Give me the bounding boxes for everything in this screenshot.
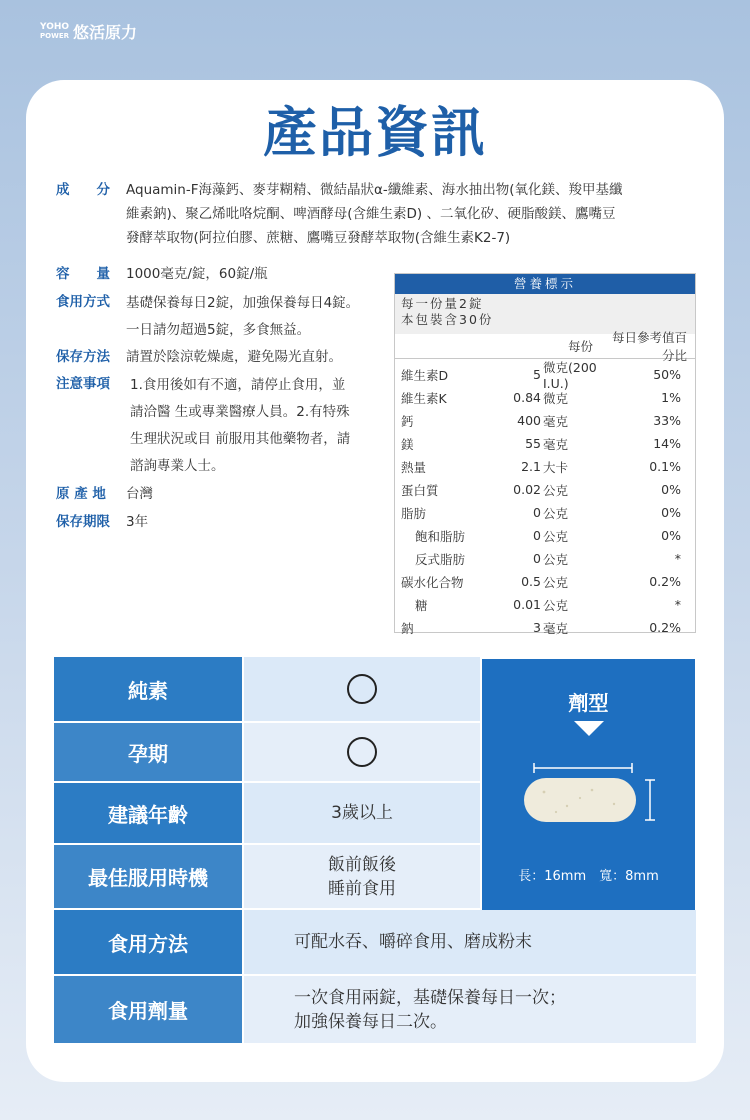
dosage-line: 加強保養每日二次。 (294, 1011, 447, 1032)
table-row (54, 976, 696, 1043)
nutrient-unit: 公克 (543, 482, 569, 498)
nutrient-amount: 0 (533, 551, 541, 566)
dosage-label: 食用劑量 (54, 976, 242, 1043)
nutrient-name: 熱量 (401, 459, 427, 475)
tablet-shape-label: 劑型 (568, 691, 609, 715)
caution-label: 注意事項 (56, 376, 110, 392)
nutrient-unit: 毫克 (543, 436, 569, 452)
brand-logo (40, 23, 69, 41)
shelf-life-label: 保存期限 (56, 514, 110, 530)
nutrient-amount: 0.5 (521, 574, 541, 589)
table-row (395, 570, 695, 593)
nutrient-unit: 大卡 (543, 459, 569, 475)
table-row (395, 616, 695, 639)
brand-logo-top: YOHO (40, 21, 70, 32)
nutrient-amount: 5 (533, 367, 541, 382)
pregnancy-cell (244, 723, 480, 781)
servings-per-pack: 本包裝含30份 (401, 312, 494, 327)
nutrient-daily-value: 0.2% (649, 620, 681, 635)
timing-line: 飯前飯後 (328, 854, 396, 875)
nutrient-name: 糖 (415, 597, 428, 613)
nutrient-amount: 3 (533, 620, 541, 635)
usage-label: 食用方式 (56, 294, 110, 310)
vegan-cell (244, 657, 480, 721)
nutrient-amount: 55 (525, 436, 541, 451)
nutrient-amount: 400 (517, 413, 541, 428)
table-row (395, 593, 695, 616)
nutrient-daily-value: * (674, 551, 681, 566)
brand-name: 悠活原力 (73, 23, 138, 42)
nutrient-daily-value: 50% (653, 367, 681, 382)
caution-line: 1.食用後如有不適，請停止食用，並 (130, 377, 346, 393)
table-row (395, 524, 695, 547)
age-value: 3歲以上 (244, 783, 480, 843)
nutrient-unit: 公克 (543, 505, 569, 521)
nutrient-name: 維生素D (401, 367, 449, 383)
pregnancy-label: 孕期 (54, 723, 242, 781)
nutrient-amount: 0.84 (513, 390, 541, 405)
dosage-value (244, 976, 696, 1043)
nutrient-daily-value: 33% (653, 413, 681, 428)
page-title: 產品資訊 (263, 101, 487, 164)
nutrient-daily-value: 0.1% (649, 459, 681, 474)
nutrient-name: 碳水化合物 (401, 574, 464, 590)
nutrient-unit: 毫克 (543, 620, 569, 636)
nutrient-name: 鈉 (401, 620, 414, 636)
nutrient-name: 鎂 (401, 436, 414, 452)
triangle-down-icon (574, 721, 604, 736)
table-row (54, 723, 480, 781)
nutrient-unit: 公克 (543, 574, 569, 590)
nutrition-table (394, 273, 696, 636)
nutrient-name: 飽和脂肪 (415, 528, 466, 544)
table-row (395, 501, 695, 524)
usage-value (126, 290, 359, 344)
nutrient-name: 鈣 (401, 413, 414, 429)
tablet-dimensions: 長：16mm 寬：8mm (518, 869, 659, 884)
nutrient-daily-value: 0% (661, 505, 681, 520)
age-label: 建議年齡 (54, 783, 242, 843)
table-row (54, 910, 696, 974)
caution-line: 請洽醫 生或專業醫療人員。2.有特殊 (130, 404, 350, 420)
method-value: 可配水吞、嚼碎食用、磨成粉末 (244, 910, 696, 974)
nutrient-unit: 毫克 (543, 413, 569, 429)
brand-logo-bottom: POWER (40, 31, 69, 40)
ingredients-line: Aquamin-F海藻鈣、麥芽糊精、微結晶狀α-纖維素、海水抽出物(氧化鎂、羧甲基纖 (126, 182, 623, 198)
pill-icon (524, 778, 636, 822)
table-row (54, 845, 480, 908)
table-row (395, 478, 695, 501)
nutrient-amount: 0 (533, 528, 541, 543)
table-row (395, 455, 695, 478)
caution-line: 諮詢專業人士。 (130, 458, 225, 474)
nutrient-unit: 公克 (543, 597, 569, 613)
timing-value (244, 845, 480, 908)
table-row (395, 360, 695, 391)
serving-size: 每一份量2錠 (401, 296, 484, 311)
nutrient-daily-value: 0.2% (649, 574, 681, 589)
table-row (395, 547, 695, 570)
nutrient-unit: 微克(200 I.U.) (543, 360, 597, 391)
shelf-life-value: 3年 (126, 514, 149, 530)
nutrient-name: 維生素K (401, 390, 447, 406)
timing-line: 睡前食用 (328, 878, 396, 899)
table-row (395, 432, 695, 455)
nutrient-name: 蛋白質 (401, 482, 439, 498)
nutrition-header: 營養標示 (395, 274, 695, 294)
usage-line: 基礎保養每日2錠，加強保養每日4錠。 (126, 295, 360, 311)
circle-icon (347, 737, 377, 767)
circle-icon (347, 674, 377, 704)
nutrient-daily-value: 1% (661, 390, 681, 405)
ingredients-value (126, 178, 696, 250)
nutrition-column-headers (395, 330, 695, 363)
nutrient-unit: 微克 (543, 390, 569, 406)
nutrient-name: 脂肪 (401, 505, 427, 521)
table-row (54, 657, 480, 721)
tablet-illustration (482, 754, 695, 834)
timing-label: 最佳服用時機 (54, 845, 242, 908)
caution-line: 生理狀況或目 前服用其他藥物者，請 (130, 431, 351, 447)
capacity-label: 容 量 (56, 266, 110, 282)
nutrient-amount: 0.01 (513, 597, 541, 612)
nutrient-daily-value: 0% (661, 482, 681, 497)
col-per-serving: 每份 (567, 339, 593, 354)
nutrient-amount: 2.1 (521, 459, 541, 474)
capacity-value: 1000毫克/錠，60錠/瓶 (126, 266, 268, 282)
col-daily-value: 每日參考值百分比 (611, 330, 687, 363)
ingredients-line: 維素鈉)、聚乙烯吡咯烷酮、啤酒酵母(含維生素D) 、二氧化矽、硬脂酸鎂、鷹嘴豆 (126, 206, 616, 222)
brand (40, 20, 137, 43)
table-row (395, 409, 695, 432)
vegan-label: 純素 (54, 657, 242, 721)
nutrient-amount: 0 (533, 505, 541, 520)
table-row (54, 783, 480, 843)
table-row (395, 386, 695, 409)
nutrient-unit: 公克 (543, 551, 569, 567)
origin-value: 台灣 (126, 486, 153, 502)
ingredients-line: 發酵萃取物(阿拉伯膠、蔗糖、鷹嘴豆發酵萃取物(含維生素K2-7) (126, 230, 511, 246)
origin-label: 原 產 地 (56, 486, 106, 502)
method-label: 食用方法 (54, 910, 242, 974)
usage-line: 一日請勿超過5錠，多食無益。 (126, 322, 311, 338)
nutrient-amount: 0.02 (513, 482, 541, 497)
nutrient-daily-value: 0% (661, 528, 681, 543)
nutrition-rows (395, 359, 695, 639)
nutrient-unit: 公克 (543, 528, 569, 544)
nutrient-daily-value: 14% (653, 436, 681, 451)
dosage-line: 一次食用兩錠，基礎保養每日一次； (294, 987, 566, 1008)
ingredients-label: 成 分 (56, 182, 110, 198)
caution-value (130, 372, 385, 480)
tablet-shape-panel (482, 659, 695, 910)
nutrient-name: 反式脂肪 (415, 551, 466, 567)
nutrient-daily-value: * (674, 597, 681, 612)
storage-label: 保存方法 (56, 349, 110, 365)
storage-value: 請置於陰涼乾燥處，避免陽光直射。 (126, 349, 342, 365)
